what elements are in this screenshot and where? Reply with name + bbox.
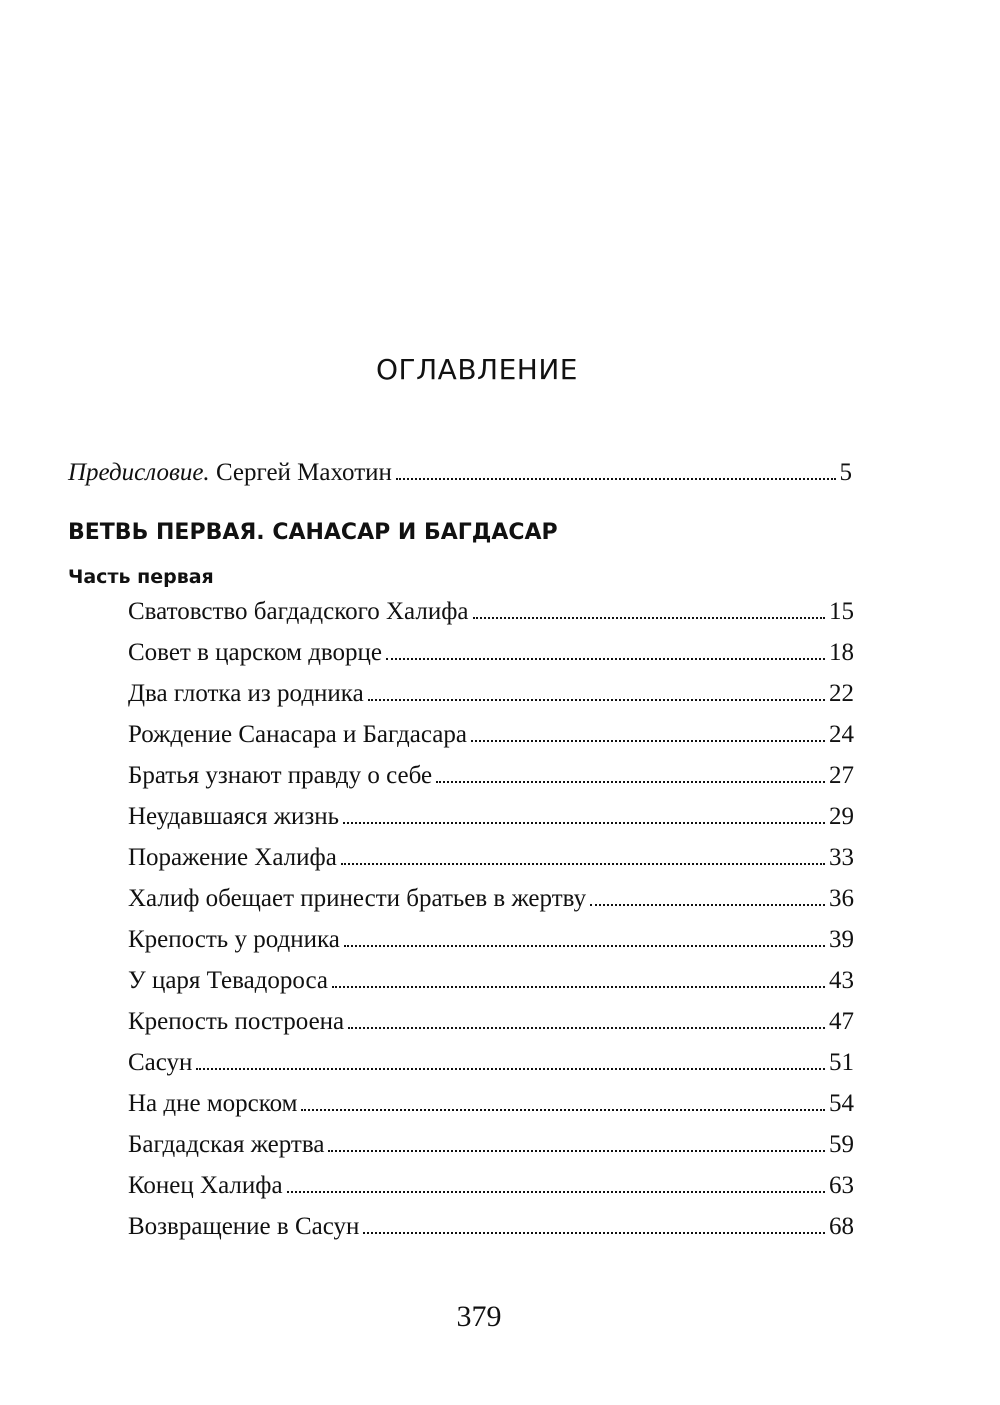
toc-entry-page: 24 (829, 721, 854, 748)
toc-entry[interactable] (128, 637, 854, 669)
toc-entry-label: Возвращение в Сасун (128, 1213, 360, 1240)
dot-leader (341, 863, 825, 865)
toc-entry-label: На дне морском (128, 1090, 298, 1117)
toc-entry-label: Два глотка из родника (128, 680, 364, 707)
toc-entry[interactable] (128, 924, 854, 956)
toc-entry-label: Крепость построена (128, 1008, 345, 1035)
section-heading: ВЕТВЬ ПЕРВАЯ. САНАСАР И БАГДАСАР (68, 520, 558, 545)
dot-leader (590, 904, 825, 906)
toc-entry-label: Братья узнают правду о себе (128, 762, 433, 789)
toc-entry-label (68, 457, 392, 489)
toc-entry-label: Багдадская жертва (128, 1131, 325, 1158)
dot-leader (343, 822, 825, 824)
toc-entry-page: 51 (829, 1049, 854, 1076)
dot-leader (363, 1232, 825, 1234)
toc-entry[interactable] (128, 801, 854, 833)
dot-leader (287, 1191, 825, 1193)
toc-entry-page: 54 (829, 1090, 854, 1117)
toc-entry[interactable] (128, 883, 854, 915)
toc-entry[interactable] (128, 842, 854, 874)
toc-entry-page: 43 (829, 967, 854, 994)
toc-entry-label: Поражение Халифа (128, 844, 337, 871)
dot-leader (332, 986, 825, 988)
toc-entry-preface[interactable] (68, 457, 852, 489)
toc-entry-page: 36 (829, 885, 854, 912)
toc-entry-label: Крепость у родника (128, 926, 340, 953)
dot-leader (396, 478, 836, 480)
toc-entry-label: Халиф обещает принести братьев в жертву (128, 885, 587, 912)
dot-leader (473, 617, 826, 619)
toc-entry-label: Сватовство багдадского Халифа (128, 598, 469, 625)
page-number: 379 (456, 1300, 502, 1333)
toc-entry[interactable] (128, 719, 854, 751)
toc-entry[interactable] (128, 1211, 854, 1243)
dot-leader (348, 1027, 825, 1029)
toc-entry-page: 33 (829, 844, 854, 871)
dot-leader (344, 945, 825, 947)
toc-entry-page: 27 (829, 762, 854, 789)
toc-entry[interactable] (128, 1006, 854, 1038)
toc-entry[interactable] (128, 596, 854, 628)
toc-entry[interactable] (128, 1047, 854, 1079)
toc-entry-label: Совет в царском дворце (128, 639, 383, 666)
toc-entry-page: 39 (829, 926, 854, 953)
part-heading: Часть первая (68, 566, 214, 588)
toc-entry-page: 29 (829, 803, 854, 830)
toc-entry-page: 22 (829, 680, 854, 707)
page-title: ОГЛАВЛЕНИЕ (376, 352, 578, 386)
dot-leader (436, 781, 825, 783)
toc-entry[interactable] (128, 965, 854, 997)
toc-entry[interactable] (128, 760, 854, 792)
dot-leader (196, 1068, 825, 1070)
toc-entry[interactable] (128, 1088, 854, 1120)
preface-label-author: Сергей Махотин (209, 459, 392, 486)
toc-entry-page: 18 (829, 639, 854, 666)
toc-entry[interactable] (128, 1170, 854, 1202)
toc-entry-label: Конец Халифа (128, 1172, 283, 1199)
toc-entry-label: Сасун (128, 1049, 193, 1076)
toc-entry[interactable] (128, 678, 854, 710)
dot-leader (328, 1150, 825, 1152)
preface-label-italic: Предисловие. (68, 459, 210, 486)
toc-entry-page: 15 (829, 598, 854, 625)
toc-entry-page: 47 (829, 1008, 854, 1035)
toc-entry[interactable] (128, 1129, 854, 1161)
toc-entry-label: Рождение Санасара и Багдасара (128, 721, 467, 748)
toc-entry-page: 59 (829, 1131, 854, 1158)
toc-entry-page: 68 (829, 1213, 854, 1240)
toc-entry-page: 5 (839, 459, 852, 486)
dot-leader (368, 699, 825, 701)
dot-leader (386, 658, 825, 660)
dot-leader (471, 740, 825, 742)
toc-entry-label: Неудавшаяся жизнь (128, 803, 340, 830)
toc-entry-page: 63 (829, 1172, 854, 1199)
dot-leader (301, 1109, 825, 1111)
toc-entry-label: У царя Тевадороса (128, 967, 328, 994)
